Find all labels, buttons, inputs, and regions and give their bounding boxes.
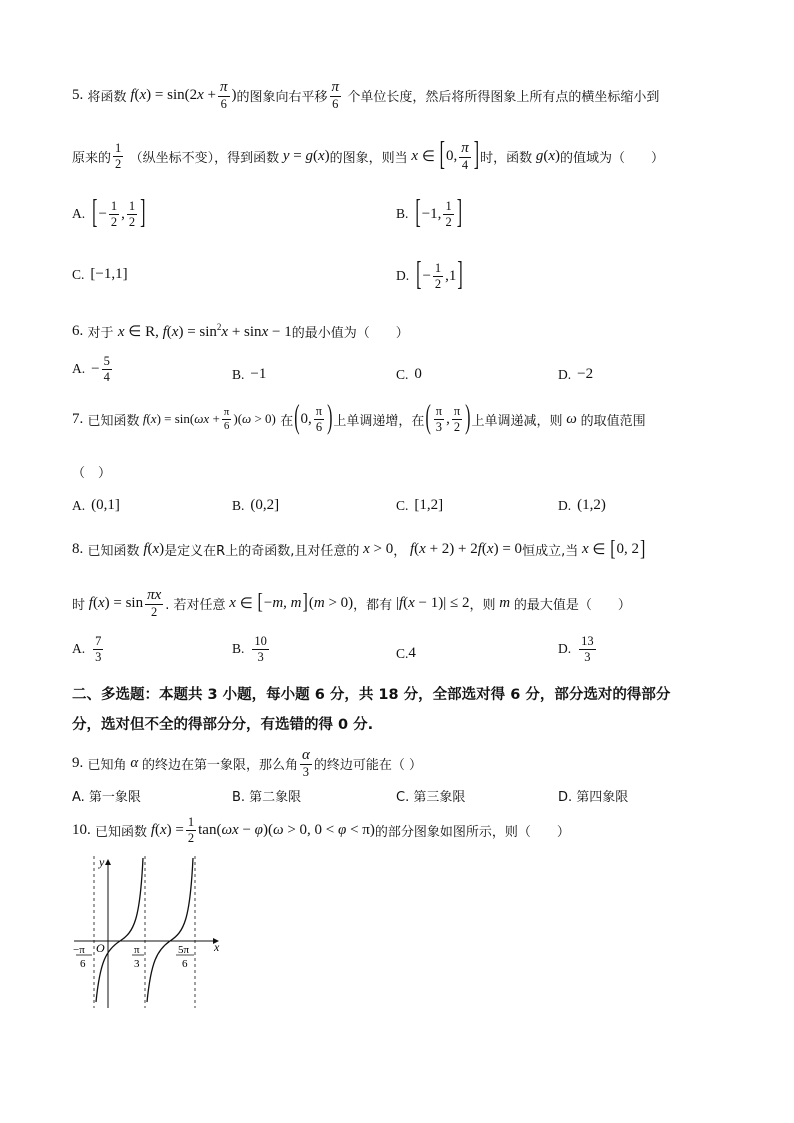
q10-line: 10. 已知函数 f ( x ) = $\frac{1}{2}$ tan( ωx − φ )( ω > 0, 0 < φ < π) 的部分图象如图所示，则（ ） (72, 815, 570, 845)
q7-option-b[interactable]: B. (0,2] (232, 497, 280, 513)
svg-text:5π: 5π (178, 944, 190, 956)
q6-option-c[interactable]: C. 0 (396, 366, 422, 382)
q7-line2: （ ） (72, 466, 112, 481)
q8-option-c[interactable]: C. 4 (396, 645, 416, 661)
q9-line: 9. 已知角 α 的终边在第一象限，那么角 $\frac{\alpha}{3}$ 的终边可能在（ ） (72, 747, 422, 779)
axis-label-x: x (214, 940, 220, 954)
fraction-pi-over-6: $\frac{\pi}{6}$ (220, 79, 228, 111)
q9-option-b[interactable]: B. 第二象限 (232, 790, 302, 805)
q9-option-d[interactable]: D. 第四象限 (558, 790, 629, 805)
q8-line2: 时 f ( x ) = sin $\frac{\pi x}{2}$ . 若对任意 x ∈ [ − m , m ] ( m > 0) ，都有 | f ( x − 1)| ≤ 2 ，则 m 的最大值是（ ） (72, 587, 631, 619)
origin-label: O (96, 941, 105, 955)
svg-text:π: π (134, 944, 140, 956)
q6-math: x ∈ R, $f(x) = \sin^2x + \sin x - 1$ (117, 322, 292, 340)
q5-option-d[interactable]: D. [ − $\frac{1}{2}$ ,1 ] (396, 257, 463, 293)
tick-label-pi3 (132, 944, 144, 970)
q6-option-b[interactable]: B. −1 (232, 366, 267, 382)
q8-option-d[interactable]: D. $\frac{13}{3}$ (558, 634, 594, 664)
axis-label-y: y (99, 855, 105, 869)
q9-option-a[interactable]: A. 第一象限 (72, 790, 141, 805)
q5-option-c[interactable]: C. [−1,1] (72, 266, 128, 282)
q5-option-a[interactable]: A. [ − $\frac{1}{2}$ , $\frac{1}{2}$ ] (72, 195, 146, 231)
svg-text:6: 6 (80, 958, 86, 970)
svg-text:−π: −π (73, 944, 85, 956)
tick-label-neg-pi6 (73, 944, 92, 970)
q6-option-a[interactable]: A. − $\frac{5}{4}$ (72, 354, 110, 384)
q5-option-b[interactable]: B. [ −1, $\frac{1}{2}$ ] (396, 195, 463, 231)
q5-number: 5. (72, 86, 84, 103)
tangent-branch-2 (147, 858, 193, 1002)
q8-option-a[interactable]: A. $\frac{7}{3}$ (72, 634, 102, 664)
q8-option-b[interactable]: B. $\frac{10}{3}$ (232, 634, 267, 664)
q7-option-d[interactable]: D. (1,2) (558, 497, 606, 513)
q5-line1: 5. 将函数 f ( x ) = sin(2 x + $\frac{\pi}{6}$ ) 的图象向右平移 $\frac{\pi}{6}$ 个单位长度，然后将所得图象上所有点的横坐标缩小到 (72, 79, 660, 111)
fraction-pi-over-6: $\frac{\pi}{6}$ (331, 79, 340, 111)
fraction-1-over-2: $\frac{1}{2}$ (115, 141, 122, 171)
tick-label-5pi6 (176, 944, 194, 970)
q6-line: 6. 对于 x ∈ R, $f(x) = \sin^2x + \sin x - 1$ 的最小值为（ ） (72, 322, 409, 341)
section-heading-line2: 分，选对但不全的得部分分，有选错的得 0 分. (72, 717, 374, 733)
tangent-branch-1 (96, 858, 143, 1002)
svg-text:6: 6 (182, 958, 188, 970)
q8-line1: 8. 已知函数 f ( x ) 是定义在R上的奇函数,且对任意的 x > 0 ， f ( x + 2) + 2 f ( x ) = 0 恒成立,当 x ∈ [ 0, 2 ] (72, 536, 646, 561)
section-heading-line1: 二、多选题：本题共 3 小题，每小题 6 分，共 18 分，全部选对得 6 分，部分选对的得部分 (72, 687, 671, 703)
svg-text:3: 3 (134, 958, 140, 970)
q7-option-a[interactable]: A. (0,1] (72, 497, 120, 513)
tangent-graph (70, 852, 230, 1012)
q9-option-c[interactable]: C. 第三象限 (396, 790, 466, 805)
q7-option-c[interactable]: C. [1,2] (396, 497, 444, 513)
q7-line1: 7. 已知函数 f(x) = sin(ωx + $\frac{\pi}{6}$ )(ω > 0) 在 ( 0, $\frac{\pi}{6}$ ) 上单调递增，在 ( $\frac{\pi}{3}$ , $\frac{\pi}{2}$ ) 上单调递减，则 ω 的取值范围 (72, 400, 646, 436)
q6-option-d[interactable]: D. −2 (558, 366, 594, 382)
q5-line2: 原来的 $\frac{1}{2}$ （纵坐标不变），得到函数 y = g ( x ) 的图象，则当 x ∈ [ 0, $\frac{\pi}{4}$ ] 时，函数 g ( x ) 的值域为（ ） (72, 137, 665, 174)
